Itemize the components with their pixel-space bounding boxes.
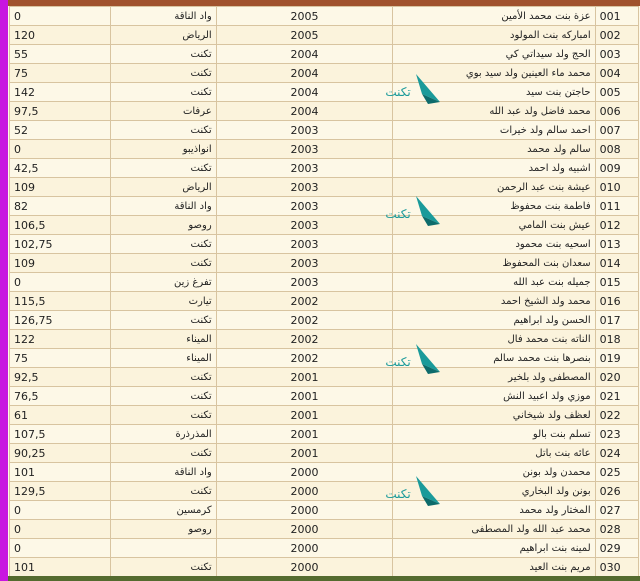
score-cell: 120 xyxy=(10,26,111,45)
school-cell: تكنت xyxy=(111,64,217,83)
school-cell: واد الناقة xyxy=(111,463,217,482)
year-cell: 2001 xyxy=(216,368,393,387)
triangle-logo-icon xyxy=(378,474,442,508)
school-cell: المذرذرة xyxy=(111,425,217,444)
table-row xyxy=(10,558,639,577)
school-cell: تكنت xyxy=(111,558,217,577)
table-row xyxy=(10,292,639,311)
number-cell: 027 xyxy=(595,501,638,520)
school-cell: تكنت xyxy=(111,159,217,178)
year-cell: 2002 xyxy=(216,330,393,349)
year-cell: 2001 xyxy=(216,444,393,463)
name-cell: عائه بنت باتل xyxy=(393,444,595,463)
school-cell: كرمسين xyxy=(111,501,217,520)
score-cell: 82 xyxy=(10,197,111,216)
name-cell: مريم بنت العيد xyxy=(393,558,595,577)
school-cell: تكنت xyxy=(111,406,217,425)
name-cell: محمد ماء العينين ولد سيد بوي xyxy=(393,64,595,83)
school-cell: تكنت xyxy=(111,45,217,64)
year-cell: 2003 xyxy=(216,216,393,235)
year-cell: 2003 xyxy=(216,254,393,273)
name-cell: عيش بنت المامي xyxy=(393,216,595,235)
name-cell: بونن ولد البخاري xyxy=(393,482,595,501)
school-cell: الميناء xyxy=(111,349,217,368)
table-row xyxy=(10,159,639,178)
score-cell: 0 xyxy=(10,539,111,558)
table-row xyxy=(10,368,639,387)
number-cell: 009 xyxy=(595,159,638,178)
number-cell: 029 xyxy=(595,539,638,558)
school-cell: عرفات xyxy=(111,102,217,121)
name-cell: امباركه بنت المولود xyxy=(393,26,595,45)
school-cell: واد الناقة xyxy=(111,197,217,216)
year-cell: 2003 xyxy=(216,159,393,178)
year-cell: 2000 xyxy=(216,463,393,482)
school-cell: تكنت xyxy=(111,311,217,330)
number-cell: 016 xyxy=(595,292,638,311)
year-cell: 2004 xyxy=(216,102,393,121)
table-row xyxy=(10,520,639,539)
table-row xyxy=(10,7,639,26)
table-row xyxy=(10,444,639,463)
school-cell: تكنت xyxy=(111,254,217,273)
score-cell: 55 xyxy=(10,45,111,64)
year-cell: 2002 xyxy=(216,349,393,368)
table-row xyxy=(10,406,639,425)
table-row xyxy=(10,83,639,102)
year-cell: 2003 xyxy=(216,235,393,254)
year-cell: 2005 xyxy=(216,7,393,26)
number-cell: 015 xyxy=(595,273,638,292)
score-cell: 126,75 xyxy=(10,311,111,330)
table-row xyxy=(10,311,639,330)
score-cell: 101 xyxy=(10,558,111,577)
year-cell: 2002 xyxy=(216,311,393,330)
number-cell: 006 xyxy=(595,102,638,121)
table-row xyxy=(10,178,639,197)
name-cell: لمينه بنت ابراهيم xyxy=(393,539,595,558)
name-cell: اسحيه بنت محمود xyxy=(393,235,595,254)
watermark-text: تكنت xyxy=(385,487,411,501)
score-cell: 122 xyxy=(10,330,111,349)
watermark-text: تكنت xyxy=(385,85,411,99)
number-cell: 026 xyxy=(595,482,638,501)
score-cell: 101 xyxy=(10,463,111,482)
year-cell: 2004 xyxy=(216,45,393,64)
table-row xyxy=(10,254,639,273)
triangle-logo-icon xyxy=(378,194,442,228)
year-cell: 2005 xyxy=(216,26,393,45)
watermark-logo xyxy=(378,342,442,376)
table-row xyxy=(10,425,639,444)
score-cell: 0 xyxy=(10,501,111,520)
score-cell: 90,25 xyxy=(10,444,111,463)
table-row xyxy=(10,463,639,482)
year-cell: 2000 xyxy=(216,558,393,577)
table-row xyxy=(10,45,639,64)
number-cell: 001 xyxy=(595,7,638,26)
number-cell: 024 xyxy=(595,444,638,463)
school-cell: روصو xyxy=(111,520,217,539)
number-cell: 004 xyxy=(595,64,638,83)
score-cell: 0 xyxy=(10,273,111,292)
score-cell: 97,5 xyxy=(10,102,111,121)
table-row xyxy=(10,330,639,349)
year-cell: 2000 xyxy=(216,482,393,501)
table-row xyxy=(10,216,639,235)
watermark-text: تكنت xyxy=(385,355,411,369)
number-cell: 030 xyxy=(595,558,638,577)
name-cell: سعدان بنت المحفوظ xyxy=(393,254,595,273)
school-cell: تكنت xyxy=(111,83,217,102)
bottom-border-bar xyxy=(8,576,640,581)
number-cell: 028 xyxy=(595,520,638,539)
number-cell: 023 xyxy=(595,425,638,444)
score-cell: 107,5 xyxy=(10,425,111,444)
year-cell: 2003 xyxy=(216,197,393,216)
school-cell: انواذيبو xyxy=(111,140,217,159)
number-cell: 019 xyxy=(595,349,638,368)
year-cell: 2003 xyxy=(216,140,393,159)
name-cell: لعظف ولد شيخاني xyxy=(393,406,595,425)
score-cell: 109 xyxy=(10,178,111,197)
school-cell: تيارت xyxy=(111,292,217,311)
table-row xyxy=(10,26,639,45)
score-cell: 52 xyxy=(10,121,111,140)
score-cell: 92,5 xyxy=(10,368,111,387)
name-cell: المصطفى ولد بلخير xyxy=(393,368,595,387)
score-cell: 0 xyxy=(10,520,111,539)
name-cell: بنصرها بنت محمد سالم xyxy=(393,349,595,368)
school-cell: تفرغ زين xyxy=(111,273,217,292)
score-cell: 0 xyxy=(10,140,111,159)
name-cell: عيشة بنت عبد الرحمن xyxy=(393,178,595,197)
number-cell: 011 xyxy=(595,197,638,216)
name-cell: محمد فاضل ولد عبد الله xyxy=(393,102,595,121)
number-cell: 013 xyxy=(595,235,638,254)
name-cell: موزي ولد اعبيد النش xyxy=(393,387,595,406)
year-cell: 2004 xyxy=(216,83,393,102)
year-cell: 2001 xyxy=(216,387,393,406)
name-cell: اشبيه ولد احمد xyxy=(393,159,595,178)
triangle-logo-icon xyxy=(378,72,442,106)
number-cell: 020 xyxy=(595,368,638,387)
number-cell: 025 xyxy=(595,463,638,482)
year-cell: 2003 xyxy=(216,178,393,197)
watermark-logo xyxy=(378,72,442,106)
watermark-text: تكنت xyxy=(385,207,411,221)
table-row xyxy=(10,102,639,121)
table-row xyxy=(10,387,639,406)
school-cell: تكنت xyxy=(111,368,217,387)
name-cell: حاجتن بنت سيد xyxy=(393,83,595,102)
score-cell: 0 xyxy=(10,7,111,26)
number-cell: 017 xyxy=(595,311,638,330)
year-cell: 2000 xyxy=(216,539,393,558)
table-row xyxy=(10,349,639,368)
name-cell: سالم ولد محمد xyxy=(393,140,595,159)
score-cell: 75 xyxy=(10,349,111,368)
watermark-logo xyxy=(378,194,442,228)
school-cell: تكنت xyxy=(111,482,217,501)
name-cell: المختار ولد محمد xyxy=(393,501,595,520)
number-cell: 014 xyxy=(595,254,638,273)
name-cell: محمدن ولد بونن xyxy=(393,463,595,482)
table-row xyxy=(10,482,639,501)
school-cell: تكنت xyxy=(111,235,217,254)
name-cell: الحسن ولد ابراهيم xyxy=(393,311,595,330)
triangle-logo-icon xyxy=(378,342,442,376)
table-row xyxy=(10,235,639,254)
name-cell: جميله بنت عبد الله xyxy=(393,273,595,292)
table-row xyxy=(10,64,639,83)
score-cell: 42,5 xyxy=(10,159,111,178)
number-cell: 021 xyxy=(595,387,638,406)
number-cell: 005 xyxy=(595,83,638,102)
name-cell: محمد عبد الله ولد المصطفى xyxy=(393,520,595,539)
number-cell: 003 xyxy=(595,45,638,64)
number-cell: 002 xyxy=(595,26,638,45)
name-cell: محمد ولد الشيخ احمد xyxy=(393,292,595,311)
name-cell: الناته بنت محمد فال xyxy=(393,330,595,349)
name-cell: فاطمة بنت محفوظ xyxy=(393,197,595,216)
school-cell xyxy=(111,539,217,558)
number-cell: 010 xyxy=(595,178,638,197)
year-cell: 2001 xyxy=(216,406,393,425)
year-cell: 2003 xyxy=(216,121,393,140)
score-cell: 142 xyxy=(10,83,111,102)
score-cell: 115,5 xyxy=(10,292,111,311)
year-cell: 2004 xyxy=(216,64,393,83)
name-cell: الحج ولد سيداتي كي xyxy=(393,45,595,64)
year-cell: 2000 xyxy=(216,501,393,520)
left-border-bar xyxy=(0,0,8,581)
table-row xyxy=(10,501,639,520)
year-cell: 2003 xyxy=(216,273,393,292)
table-row xyxy=(10,140,639,159)
school-cell: تكنت xyxy=(111,121,217,140)
school-cell: الرياض xyxy=(111,178,217,197)
results-table xyxy=(9,6,639,577)
score-cell: 109 xyxy=(10,254,111,273)
score-cell: 75 xyxy=(10,64,111,83)
score-cell: 106,5 xyxy=(10,216,111,235)
year-cell: 2000 xyxy=(216,520,393,539)
watermark-logo xyxy=(378,474,442,508)
school-cell: واد الناقة xyxy=(111,7,217,26)
table-row xyxy=(10,273,639,292)
school-cell: تكنت xyxy=(111,387,217,406)
score-cell: 76,5 xyxy=(10,387,111,406)
school-cell: الرياض xyxy=(111,26,217,45)
number-cell: 008 xyxy=(595,140,638,159)
name-cell: عزة بنت محمد الأمين xyxy=(393,7,595,26)
number-cell: 012 xyxy=(595,216,638,235)
number-cell: 018 xyxy=(595,330,638,349)
name-cell: احمد سالم ولد خيرات xyxy=(393,121,595,140)
number-cell: 022 xyxy=(595,406,638,425)
number-cell: 007 xyxy=(595,121,638,140)
score-cell: 102,75 xyxy=(10,235,111,254)
table-row xyxy=(10,197,639,216)
school-cell: روصو xyxy=(111,216,217,235)
school-cell: تكنت xyxy=(111,444,217,463)
score-cell: 61 xyxy=(10,406,111,425)
name-cell: تسلم بنت بالو xyxy=(393,425,595,444)
table-row xyxy=(10,121,639,140)
year-cell: 2002 xyxy=(216,292,393,311)
table-row xyxy=(10,539,639,558)
school-cell: الميناء xyxy=(111,330,217,349)
year-cell: 2001 xyxy=(216,425,393,444)
score-cell: 129,5 xyxy=(10,482,111,501)
results-table-body xyxy=(10,7,639,577)
